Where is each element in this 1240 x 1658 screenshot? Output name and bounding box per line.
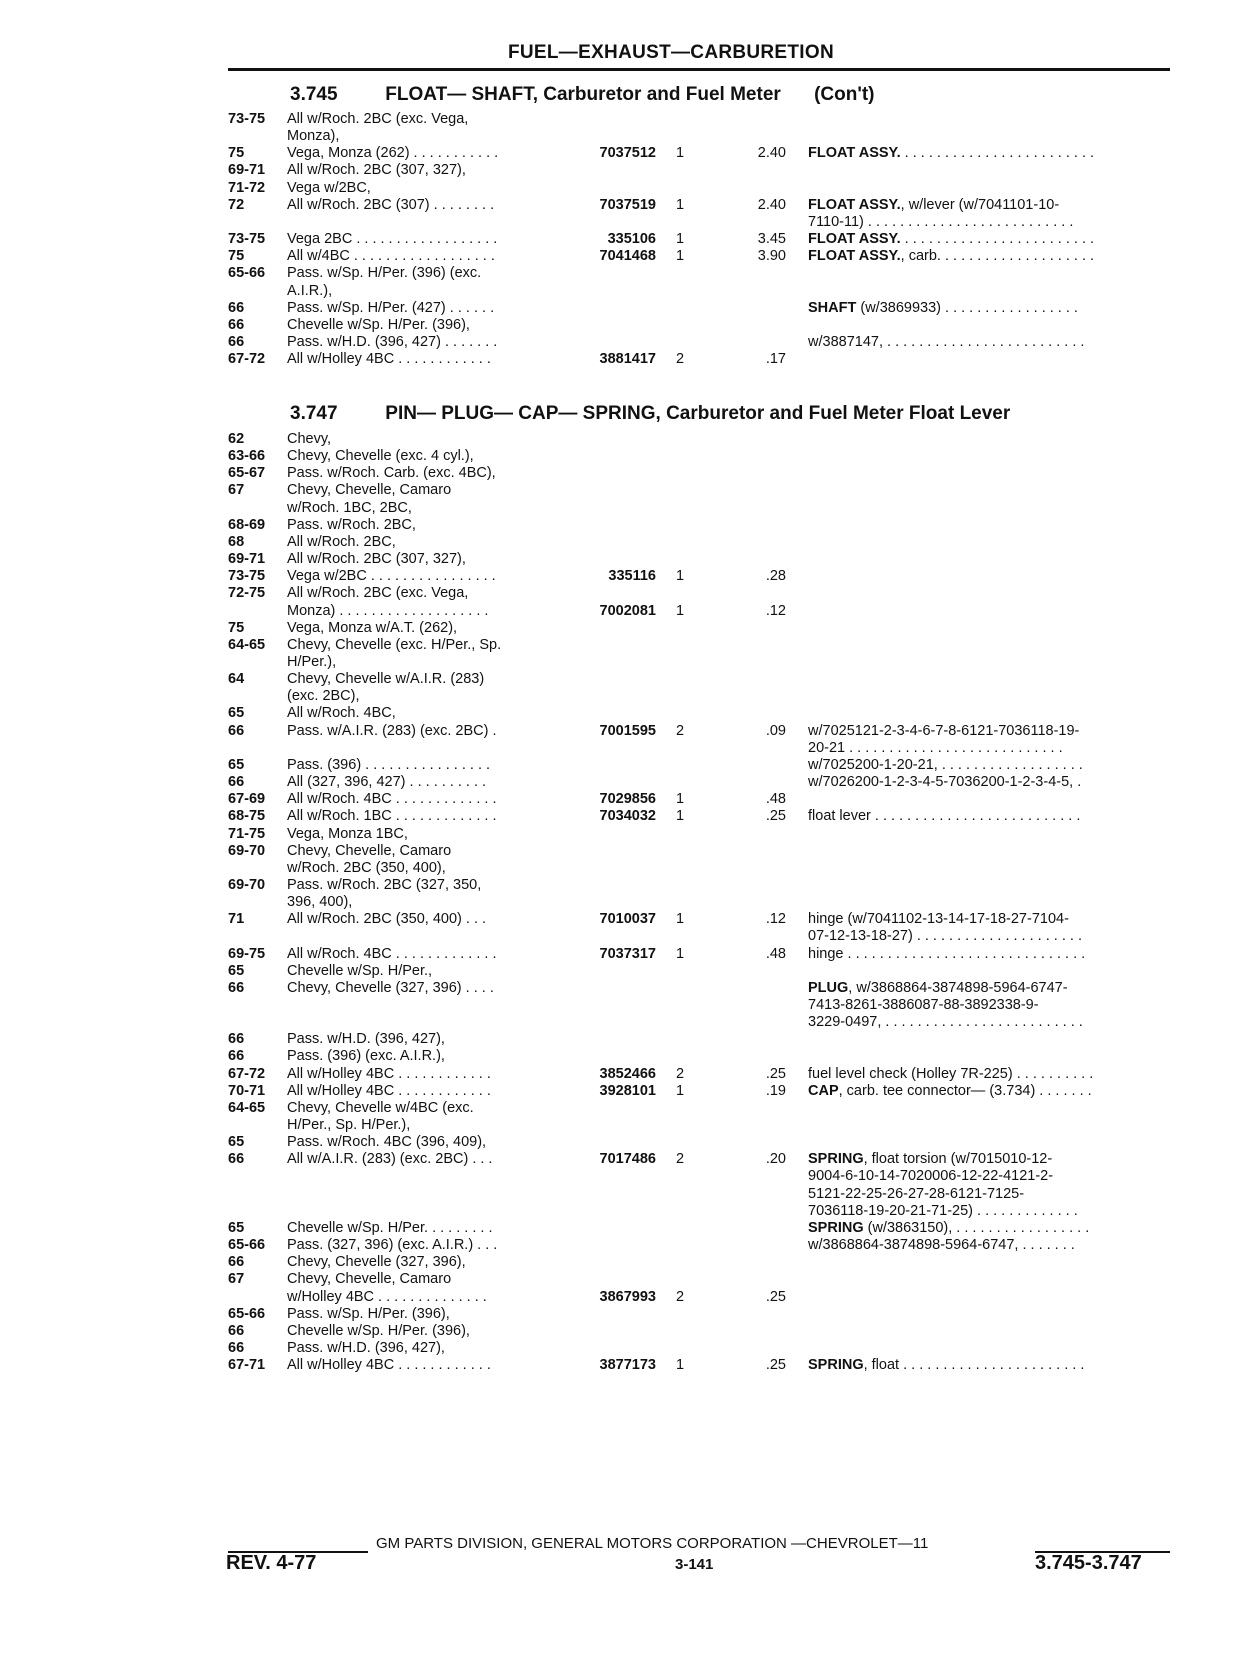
row-part-number: 7034032 <box>599 808 656 825</box>
row-year: 64-65 <box>228 1099 266 1116</box>
row-description: SPRING (w/3863150), . . . . . . . . . . . . . . . . . <box>808 1219 1090 1236</box>
row-application: Pass. w/A.I.R. (283) (exc. 2BC) . <box>287 722 497 739</box>
row-year: 67-72 <box>228 1065 266 1082</box>
row-application: Monza), <box>287 128 340 145</box>
row-application: All w/4BC . . . . . . . . . . . . . . . . . . <box>287 248 495 265</box>
section-heading-3747 <box>290 403 1010 425</box>
row-description: SPRING, float torsion (w/7015010-12- <box>808 1151 1053 1168</box>
table-row <box>0 980 1240 997</box>
table-row <box>0 568 1240 585</box>
row-part-number: 7037512 <box>599 145 656 162</box>
table-row <box>0 197 1240 214</box>
row-year: 65 <box>228 1134 245 1151</box>
row-application: Pass. w/H.D. (396, 427), <box>287 1339 445 1356</box>
table-row <box>0 180 1240 197</box>
row-part-number: 3928101 <box>599 1082 656 1099</box>
row-quantity: 2 <box>676 351 685 368</box>
table-row <box>0 351 1240 368</box>
row-part-number: 7041468 <box>599 248 656 265</box>
table-row <box>0 500 1240 517</box>
row-part-number: 3852466 <box>599 1065 656 1082</box>
table-row <box>0 808 1240 825</box>
row-description: 3229-0497, . . . . . . . . . . . . . . . . . . . . . . . . . <box>808 1014 1083 1031</box>
row-application: All w/Roch. 2BC (exc. Vega, <box>287 111 469 127</box>
table-row <box>0 620 1240 637</box>
section-title: FLOAT— SHAFT, Carburetor and Fuel Meter <box>385 84 781 105</box>
table-row <box>0 1048 1240 1065</box>
row-application: 396, 400), <box>287 894 353 910</box>
table-row <box>0 162 1240 179</box>
row-year: 67-72 <box>228 351 266 368</box>
row-year: 64-65 <box>228 636 266 653</box>
row-year: 69-70 <box>228 876 266 893</box>
row-price: .20 <box>765 1151 786 1168</box>
row-price: .25 <box>765 1357 786 1374</box>
row-year: 65 <box>228 756 245 773</box>
row-application: Chevelle w/Sp. H/Per. (396), <box>287 316 470 333</box>
table-row <box>0 843 1240 860</box>
row-description: FLOAT ASSY. . . . . . . . . . . . . . . . . . . . . . . . . <box>808 145 1095 162</box>
row-year: 66 <box>228 333 245 350</box>
table-row <box>0 248 1240 265</box>
table-row <box>0 1271 1240 1288</box>
row-application: Pass. w/Roch. Carb. (exc. 4BC), <box>287 465 496 482</box>
footer-section-range: 3.745-3.747 <box>1035 1552 1142 1574</box>
row-quantity: 1 <box>676 945 685 962</box>
row-year: 65 <box>228 705 245 722</box>
table-row <box>0 946 1240 963</box>
table-row <box>0 1117 1240 1134</box>
row-application: All w/Roch. 2BC (exc. Vega, <box>287 585 469 602</box>
table-row <box>0 997 1240 1014</box>
table-row <box>0 534 1240 551</box>
row-application: Vega, Monza 1BC, <box>287 825 408 842</box>
row-quantity: 1 <box>676 248 685 265</box>
row-description: CAP, carb. tee connector— (3.734) . . . . . . . <box>808 1082 1092 1099</box>
row-quantity: 1 <box>676 911 685 928</box>
row-application: Chevy, Chevelle (327, 396) . . . . <box>287 979 494 996</box>
row-year: 66 <box>228 1151 245 1168</box>
table-row <box>0 283 1240 300</box>
table-row <box>0 334 1240 351</box>
row-application: Pass. w/H.D. (396, 427) . . . . . . . <box>287 333 498 350</box>
row-year: 66 <box>228 774 245 790</box>
row-year: 70-71 <box>228 1082 266 1099</box>
row-price: 3.90 <box>757 248 786 265</box>
row-year: 66 <box>228 299 245 316</box>
table-row <box>0 585 1240 602</box>
row-application: All w/Roch. 2BC (307, 327), <box>287 551 466 567</box>
row-year: 67-71 <box>228 1357 266 1374</box>
row-year: 71-72 <box>228 179 266 196</box>
row-application: Chevy, Chevelle (327, 396), <box>287 1254 466 1271</box>
row-application: Monza) . . . . . . . . . . . . . . . . . . . <box>287 602 489 619</box>
row-quantity: 1 <box>676 1357 685 1374</box>
row-quantity: 2 <box>676 1065 685 1082</box>
row-application: H/Per., Sp. H/Per.), <box>287 1117 411 1133</box>
table-row <box>0 757 1240 774</box>
row-application: Pass. (396) (exc. A.I.R.), <box>287 1048 445 1065</box>
row-application: Vega, Monza w/A.T. (262), <box>287 619 458 636</box>
table-row <box>0 1306 1240 1323</box>
table-row <box>0 1289 1240 1306</box>
row-price: .48 <box>765 791 786 808</box>
table-row <box>0 1220 1240 1237</box>
row-part-number: 3867993 <box>599 1288 656 1305</box>
table-row <box>0 637 1240 654</box>
row-part-number: 7010037 <box>599 911 656 928</box>
table-row <box>0 1237 1240 1254</box>
table-row <box>0 448 1240 465</box>
row-year: 69-71 <box>228 162 266 179</box>
row-application: H/Per.), <box>287 654 337 670</box>
row-year: 71 <box>228 911 245 928</box>
row-year: 68-69 <box>228 516 266 533</box>
table-row <box>0 894 1240 911</box>
footer-publisher: GM PARTS DIVISION, GENERAL MOTORS CORPORATION —CHEVROLET—11 <box>376 1535 929 1552</box>
row-part-number: 335116 <box>608 568 656 585</box>
row-application: Chevelle w/Sp. H/Per. . . . . . . . . <box>287 1219 493 1236</box>
row-part-number: 7037317 <box>599 945 656 962</box>
row-part-number: 7017486 <box>599 1151 656 1168</box>
row-year: 68-75 <box>228 808 266 825</box>
row-price: .25 <box>765 1288 786 1305</box>
row-application: All w/Holley 4BC . . . . . . . . . . . . <box>287 351 491 368</box>
row-price: .28 <box>765 568 786 585</box>
row-application: w/Roch. 1BC, 2BC, <box>287 499 412 516</box>
row-price: 2.40 <box>757 196 786 213</box>
header-rule <box>228 68 1170 71</box>
row-application: Chevelle w/Sp. H/Per., <box>287 962 433 979</box>
page-header-title: FUEL—EXHAUST—CARBURETION <box>508 42 834 63</box>
row-price: 3.45 <box>757 231 786 247</box>
row-application: Pass. w/Roch. 2BC (327, 350, <box>287 876 482 893</box>
row-description: 7036118-19-20-21-71-25) . . . . . . . . . . . . . <box>808 1202 1078 1219</box>
footer-page-number: 3-141 <box>675 1556 714 1573</box>
row-application: Vega 2BC . . . . . . . . . . . . . . . . . . <box>287 231 498 247</box>
row-year: 66 <box>228 1031 245 1048</box>
table-row <box>0 111 1240 128</box>
row-price: .12 <box>765 602 786 619</box>
row-year: 66 <box>228 316 245 333</box>
row-part-number: 3877173 <box>599 1357 656 1374</box>
table-row <box>0 603 1240 620</box>
table-row <box>0 963 1240 980</box>
row-year: 65 <box>228 1219 245 1236</box>
row-description: 20-21 . . . . . . . . . . . . . . . . . . . . . . . . . . . <box>808 739 1063 756</box>
row-application: Pass. w/Roch. 4BC (396, 409), <box>287 1134 487 1151</box>
row-year: 67-69 <box>228 791 266 808</box>
row-description: PLUG, w/3868864-3874898-5964-6747- <box>808 979 1068 996</box>
row-application: All w/Holley 4BC . . . . . . . . . . . . <box>287 1082 491 1099</box>
table-row <box>0 688 1240 705</box>
row-year: 69-70 <box>228 842 266 859</box>
row-application: All w/Roch. 2BC (307, 327), <box>287 162 466 179</box>
table-row <box>0 1151 1240 1168</box>
row-part-number: 7001595 <box>599 722 656 739</box>
row-quantity: 2 <box>676 722 685 739</box>
row-year: 72-75 <box>228 585 266 602</box>
section-title: PIN— PLUG— CAP— SPRING, Carburetor and Fuel Meter Float Lever <box>385 403 1011 424</box>
row-year: 65-66 <box>228 1237 266 1253</box>
row-application: All (327, 396, 427) . . . . . . . . . . <box>287 774 487 790</box>
row-year: 66 <box>228 1339 245 1356</box>
row-year: 75 <box>228 248 245 265</box>
row-application: Chevelle w/Sp. H/Per. (396), <box>287 1322 470 1339</box>
row-year: 67 <box>228 1271 245 1288</box>
section-number: 3.745 <box>290 84 338 105</box>
row-description: float lever . . . . . . . . . . . . . . . . . . . . . . . . . . <box>808 808 1081 825</box>
row-quantity: 1 <box>676 1082 685 1099</box>
table-row <box>0 1134 1240 1151</box>
table-row <box>0 265 1240 282</box>
table-row <box>0 317 1240 334</box>
table-row <box>0 774 1240 791</box>
row-year: 62 <box>228 431 245 447</box>
row-quantity: 2 <box>676 1288 685 1305</box>
table-row <box>0 431 1240 448</box>
row-price: .19 <box>765 1082 786 1099</box>
table-row <box>0 1031 1240 1048</box>
section-note: (Con't) <box>814 84 875 105</box>
row-quantity: 1 <box>676 145 685 162</box>
table-row <box>0 551 1240 568</box>
row-description: hinge . . . . . . . . . . . . . . . . . . . . . . . . . . . . . . <box>808 945 1086 962</box>
row-year: 66 <box>228 722 245 739</box>
row-description: FLOAT ASSY. . . . . . . . . . . . . . . . . . . . . . . . . <box>808 231 1095 247</box>
row-application: All w/Roch. 2BC (350, 400) . . . <box>287 911 487 928</box>
row-year: 64 <box>228 671 245 688</box>
row-application: Chevy, Chevelle (exc. 4 cyl.), <box>287 448 474 465</box>
row-quantity: 1 <box>676 568 685 585</box>
table-row <box>0 145 1240 162</box>
row-price: .25 <box>765 1065 786 1082</box>
table-row <box>0 860 1240 877</box>
row-application: All w/Roch. 2BC (307) . . . . . . . . <box>287 196 495 213</box>
row-year: 73-75 <box>228 231 266 247</box>
row-application: Vega w/2BC . . . . . . . . . . . . . . . . <box>287 568 496 585</box>
row-quantity: 2 <box>676 1151 685 1168</box>
row-application: Pass. w/Sp. H/Per. (396), <box>287 1305 450 1322</box>
row-year: 66 <box>228 979 245 996</box>
table-row <box>0 791 1240 808</box>
row-application: All w/Roch. 4BC . . . . . . . . . . . . . <box>287 945 497 962</box>
table-row <box>0 671 1240 688</box>
row-description: 7413-8261-3886087-88-3892338-9- <box>808 996 1039 1013</box>
table-row <box>0 1340 1240 1357</box>
row-description: 9004-6-10-14-7020006-12-22-4121-2- <box>808 1168 1054 1185</box>
row-description: 7110-11) . . . . . . . . . . . . . . . . . . . . . . . . . . <box>808 213 1074 230</box>
row-application: All w/Roch. 1BC . . . . . . . . . . . . . <box>287 808 497 825</box>
table-row <box>0 128 1240 145</box>
table-row <box>0 877 1240 894</box>
row-description: w/3868864-3874898-5964-6747, . . . . . . . <box>808 1237 1075 1253</box>
row-price: .12 <box>765 911 786 928</box>
row-quantity: 1 <box>676 231 685 247</box>
table-row <box>0 1066 1240 1083</box>
row-application: A.I.R.), <box>287 282 333 299</box>
row-part-number: 7037519 <box>599 196 656 213</box>
row-application: All w/Roch. 4BC . . . . . . . . . . . . . <box>287 791 497 808</box>
row-year: 65-66 <box>228 1305 266 1322</box>
row-application: All w/A.I.R. (283) (exc. 2BC) . . . <box>287 1151 493 1168</box>
row-application: Chevy, <box>287 431 332 447</box>
table-row <box>0 517 1240 534</box>
row-year: 68 <box>228 533 245 550</box>
table-row <box>0 654 1240 671</box>
row-application: Chevy, Chevelle w/A.I.R. (283) <box>287 671 485 688</box>
row-price: 2.40 <box>757 145 786 162</box>
row-application: Chevy, Chevelle, Camaro <box>287 842 452 859</box>
row-application: Chevy, Chevelle w/4BC (exc. <box>287 1099 474 1116</box>
row-description: w/7026200-1-2-3-4-5-7036200-1-2-3-4-5, . <box>808 774 1082 790</box>
section-number: 3.747 <box>290 403 338 424</box>
row-quantity: 1 <box>676 196 685 213</box>
table-row <box>0 705 1240 722</box>
table-row <box>0 1168 1240 1185</box>
row-year: 69-75 <box>228 945 266 962</box>
row-application: All w/Holley 4BC . . . . . . . . . . . . <box>287 1065 491 1082</box>
row-description: w/3887147, . . . . . . . . . . . . . . . . . . . . . . . . . <box>808 333 1085 350</box>
row-application: All w/Roch. 4BC, <box>287 705 396 722</box>
row-application: Pass. w/H.D. (396, 427), <box>287 1031 445 1048</box>
row-application: Vega, Monza (262) . . . . . . . . . . . <box>287 145 499 162</box>
table-row <box>0 1100 1240 1117</box>
row-application: Chevy, Chevelle (exc. H/Per., Sp. <box>287 636 502 653</box>
row-year: 63-66 <box>228 448 266 465</box>
row-part-number: 7002081 <box>599 602 656 619</box>
row-price: .09 <box>765 722 786 739</box>
footer-revision: REV. 4-77 <box>226 1552 317 1574</box>
row-description: hinge (w/7041102-13-14-17-18-27-7104- <box>808 911 1069 928</box>
table-row <box>0 1186 1240 1203</box>
row-quantity: 1 <box>676 602 685 619</box>
row-year: 72 <box>228 196 245 213</box>
table-row <box>0 723 1240 740</box>
row-description: FLOAT ASSY., carb. . . . . . . . . . . . . . . . . . . . <box>808 248 1095 265</box>
row-year: 65 <box>228 962 245 979</box>
row-price: .25 <box>765 808 786 825</box>
table-row <box>0 1357 1240 1374</box>
row-price: .48 <box>765 945 786 962</box>
table-row <box>0 1323 1240 1340</box>
table-row <box>0 1203 1240 1220</box>
table-row <box>0 300 1240 317</box>
row-description: fuel level check (Holley 7R-225) . . . . . . . . . . <box>808 1065 1094 1082</box>
row-application: w/Holley 4BC . . . . . . . . . . . . . . <box>287 1288 487 1305</box>
row-application: Pass. w/Roch. 2BC, <box>287 516 416 533</box>
table-row <box>0 482 1240 499</box>
row-year: 75 <box>228 619 245 636</box>
row-description: SPRING, float . . . . . . . . . . . . . . . . . . . . . . . <box>808 1357 1085 1374</box>
row-description: FLOAT ASSY., w/lever (w/7041101-10- <box>808 196 1060 213</box>
row-year: 66 <box>228 1254 245 1271</box>
row-quantity: 1 <box>676 808 685 825</box>
row-application: Pass. (396) . . . . . . . . . . . . . . . . <box>287 756 491 773</box>
table-row <box>0 1083 1240 1100</box>
row-application: Vega w/2BC, <box>287 179 371 196</box>
row-part-number: 7029856 <box>599 791 656 808</box>
row-application: All w/Roch. 2BC, <box>287 533 396 550</box>
row-application: Chevy, Chevelle, Camaro <box>287 482 452 499</box>
row-application: w/Roch. 2BC (350, 400), <box>287 859 446 876</box>
row-application: Pass. w/Sp. H/Per. (396) (exc. <box>287 265 482 282</box>
row-description: SHAFT (w/3869933) . . . . . . . . . . . . . . . . . <box>808 299 1078 316</box>
row-description: w/7025200-1-20-21, . . . . . . . . . . . . . . . . . . <box>808 756 1083 773</box>
row-year: 67 <box>228 482 245 499</box>
row-year: 65-67 <box>228 465 266 482</box>
row-application: Chevy, Chevelle, Camaro <box>287 1271 452 1288</box>
table-row <box>0 231 1240 248</box>
row-part-number: 335106 <box>607 231 656 247</box>
table-row <box>0 214 1240 231</box>
row-year: 73-75 <box>228 568 266 585</box>
row-description: w/7025121-2-3-4-6-7-8-6121-7036118-19- <box>808 722 1080 739</box>
row-quantity: 1 <box>676 791 685 808</box>
table-row <box>0 1014 1240 1031</box>
row-year: 65-66 <box>228 265 266 282</box>
table-row <box>0 826 1240 843</box>
row-year: 71-75 <box>228 825 266 842</box>
row-year: 75 <box>228 145 245 162</box>
table-row <box>0 1254 1240 1271</box>
table-row <box>0 740 1240 757</box>
row-description: 07-12-13-18-27) . . . . . . . . . . . . . . . . . . . . . <box>808 928 1082 945</box>
row-year: 73-75 <box>228 111 266 127</box>
row-application: (exc. 2BC), <box>287 688 360 705</box>
section-heading-3745 <box>290 84 875 106</box>
table-row <box>0 465 1240 482</box>
table-row <box>0 911 1240 928</box>
row-application: Pass. (327, 396) (exc. A.I.R.) . . . <box>287 1237 498 1253</box>
row-year: 69-71 <box>228 551 266 567</box>
row-year: 66 <box>228 1322 245 1339</box>
row-application: Pass. w/Sp. H/Per. (427) . . . . . . <box>287 299 495 316</box>
row-description: 5121-22-25-26-27-28-6121-7125- <box>808 1185 1025 1202</box>
row-application: All w/Holley 4BC . . . . . . . . . . . . <box>287 1357 491 1374</box>
row-price: .17 <box>765 351 786 368</box>
row-year: 66 <box>228 1048 245 1065</box>
row-part-number: 3881417 <box>599 351 656 368</box>
table-row <box>0 928 1240 945</box>
